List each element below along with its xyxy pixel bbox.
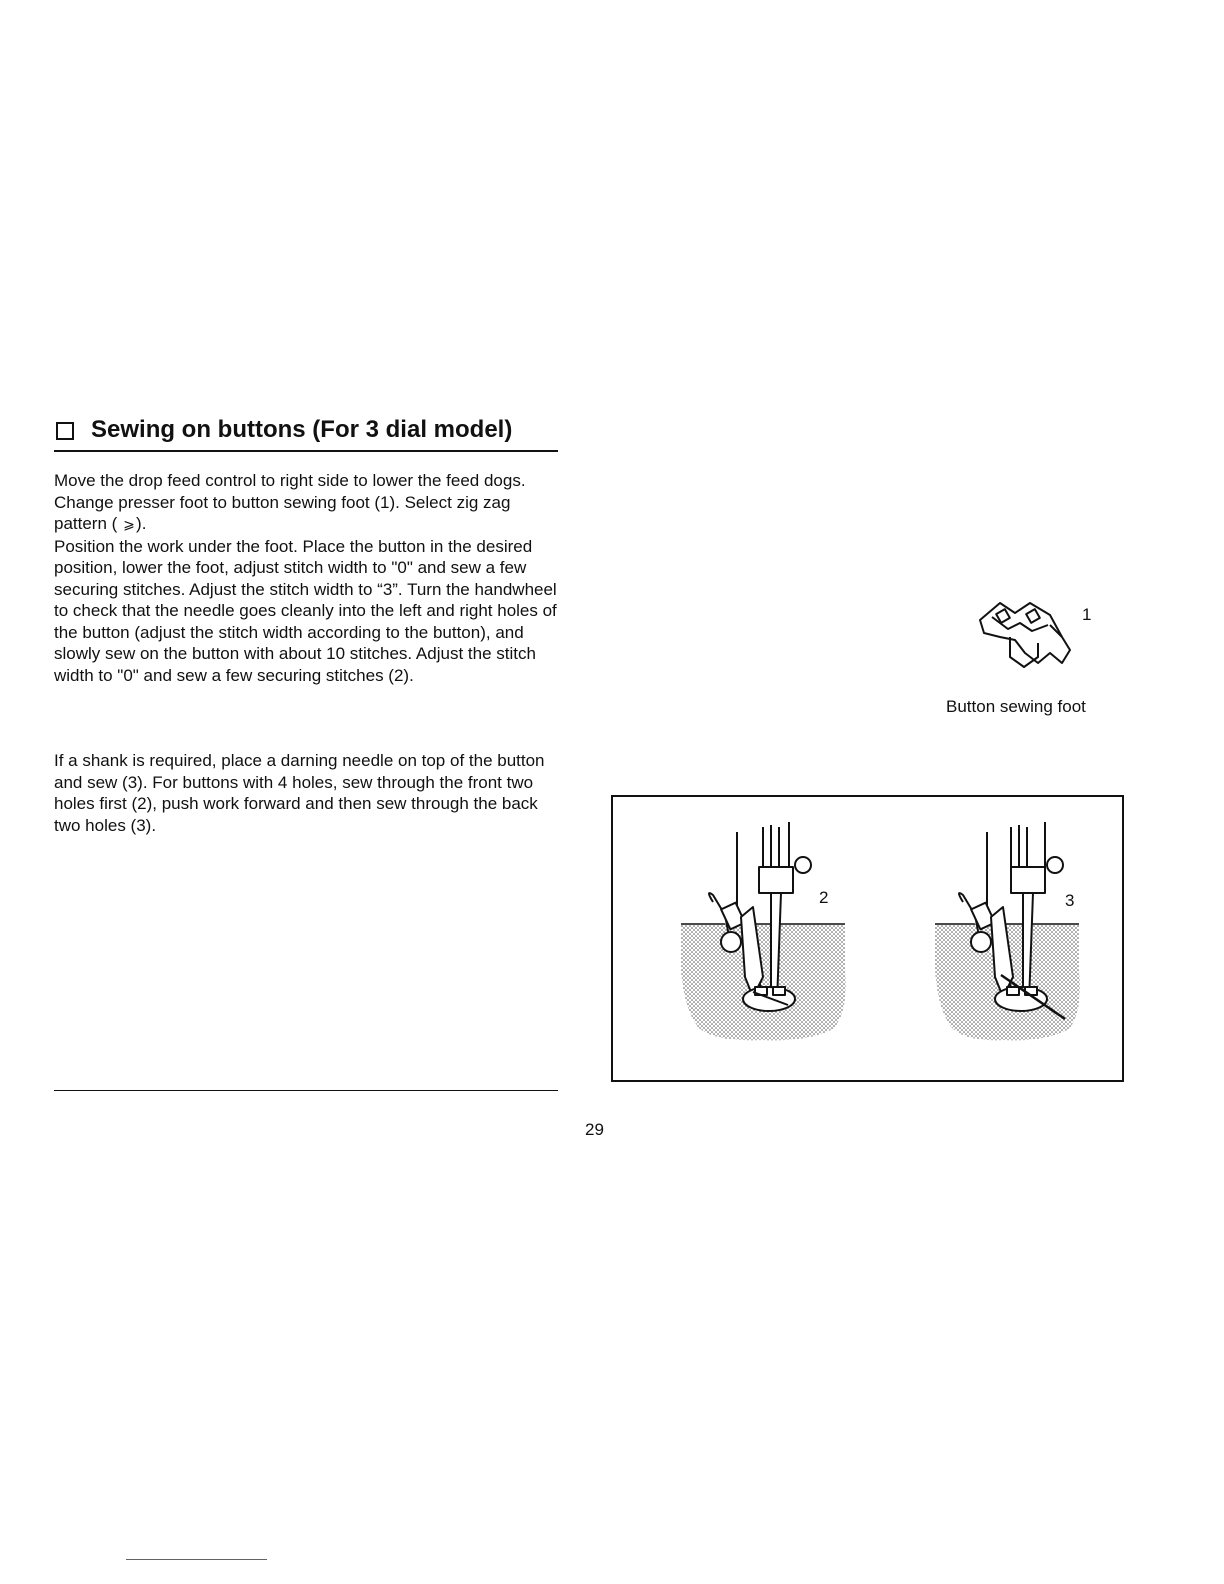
section-title: Sewing on buttons (For 3 dial model): [91, 416, 513, 443]
instruction-presser-foot: Change presser foot to button sewing foot (1). Select zig zag pattern (: [54, 492, 511, 533]
instruction-drop-feed: Move the drop feed control to right side to lower the feed dogs.: [54, 471, 526, 490]
foot-callout-number: 1: [1082, 605, 1092, 624]
checkbox-square-icon: [56, 422, 74, 440]
page-number: 29: [585, 1120, 604, 1139]
instruction-presser-foot-end: ).: [136, 514, 147, 533]
foot-caption: Button sewing foot: [946, 697, 1086, 716]
button-sewing-foot-illustration: [970, 595, 1080, 675]
sewing-steps-illustration: [613, 797, 1122, 1080]
shank-paragraph: If a shank is required, place a darning needle on top of the button and sew (3). For buttons with 4 holes, sew through the front two holes first (2), push work forward and then sew through the back two holes (3).: [54, 751, 545, 835]
bottom-divider: [54, 1090, 558, 1091]
zigzag-pattern-icon: ⩾: [123, 516, 135, 532]
sewing-steps-figure: [611, 795, 1124, 1082]
instruction-positioning: Position the work under the foot. Place the button in the desired position, lower the foot, adjust stitch width to "0" and sew a few securing stitches. Adjust the stitch width to “3”. Turn the handwheel to check that the needle goes cleanly into the left and right holes of the button (adjust the stitch width according to the button), and slowly sew on the button with about 10 stitches. Adjust the stitch width to "0" and sew a few securing stitches (2).: [54, 536, 557, 685]
blue-underline: [126, 1559, 267, 1560]
section-heading: [54, 414, 558, 452]
instructions-paragraph: [54, 470, 564, 686]
step-3-callout: 3: [1065, 891, 1075, 910]
step-2-callout: 2: [819, 888, 829, 907]
